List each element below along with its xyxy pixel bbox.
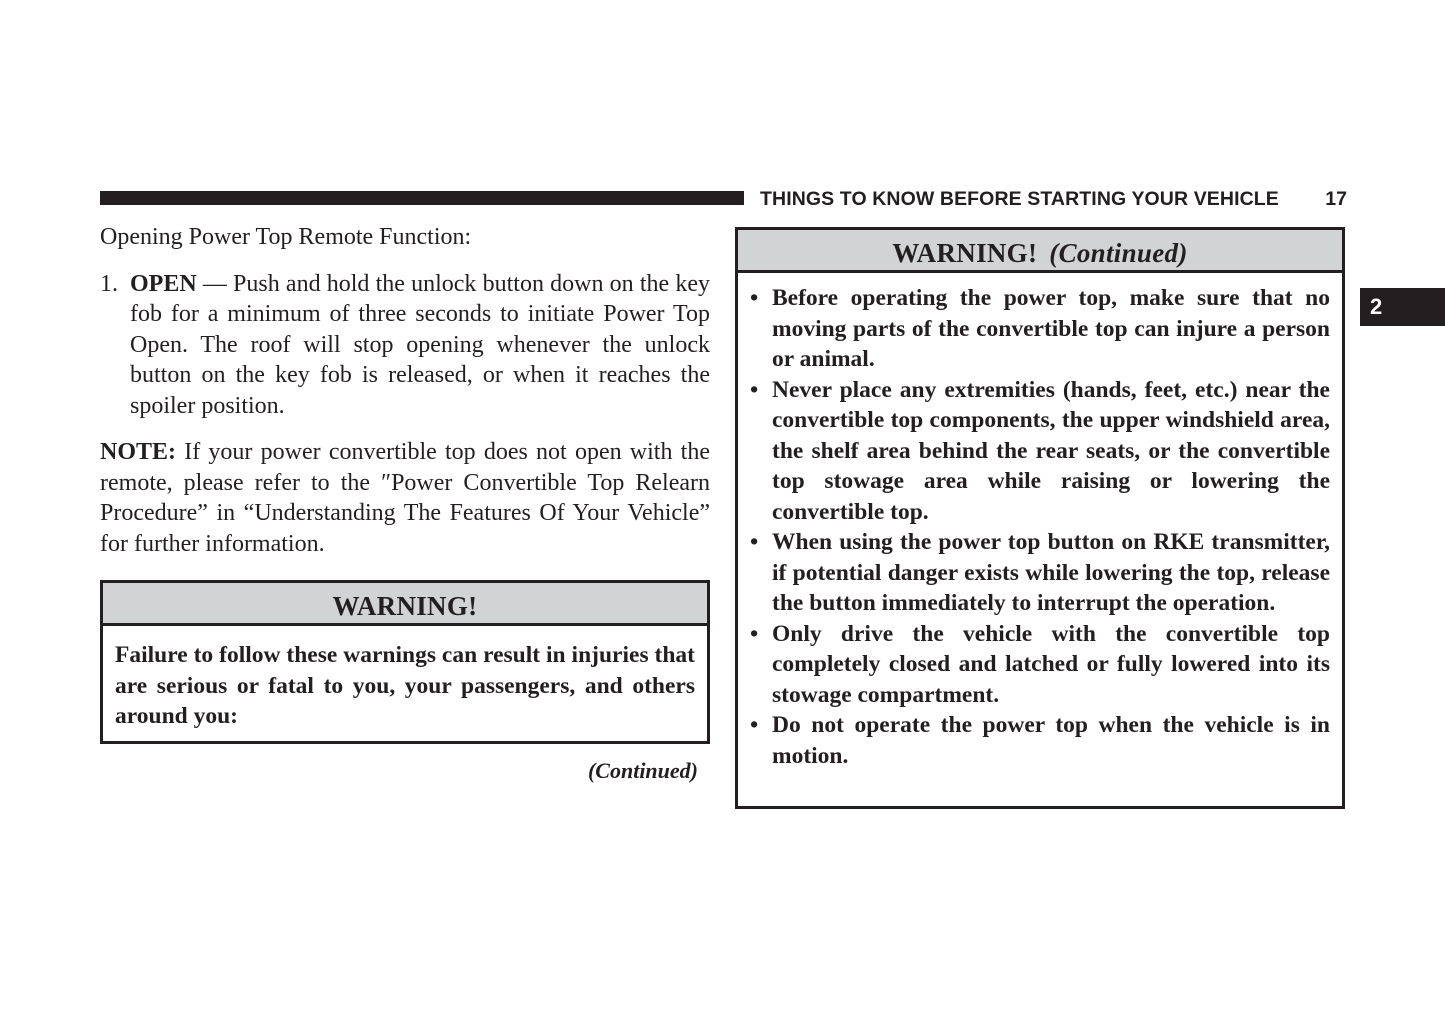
step-1 (100, 269, 710, 422)
warning-bullet-list (738, 273, 1342, 771)
left-column (100, 222, 710, 559)
list-item (750, 619, 1330, 711)
list-item-text: Only drive the vehicle with the convertible top completely closed and latched or fully lowered into its stowage compartment. (772, 620, 1330, 708)
warning-continued-suffix: (Continued) (1049, 238, 1188, 268)
page-number: 17 (1325, 188, 1347, 210)
bullet-icon: • (750, 376, 759, 403)
list-item-text: Before operating the power top, make sure that no moving parts of the convertible top can injure a person or animal. (772, 285, 1330, 372)
step-number: 1. (100, 270, 118, 297)
note-label: NOTE: (100, 439, 177, 465)
bullet-icon: • (750, 529, 759, 555)
header-rule (100, 191, 744, 205)
note-text: If your power convertible top does not open with the remote, please refer to the ″Power Convertible Top Relearn Procedure” in “Understanding The Features Of Your Vehicle” for further information. (100, 439, 710, 557)
list-item-text: Never place any extremities (hands, feet, etc.) near the convertible top components, the upper windshield area, the shelf area behind the rear seats, or the convertible top stowage area while raising or lowering the convertible top. (772, 376, 1330, 525)
note-paragraph (100, 437, 710, 559)
warning-body: Failure to follow these warnings can result in injuries that are serious or fatal to you, your passengers, and others around you: (115, 642, 695, 729)
step-text (130, 269, 710, 422)
warning-continued-box (735, 227, 1345, 809)
step-description: — Push and hold the unlock button down on the key fob for a minimum of three seconds to initiate Power Top Open. The roof will stop opening whenever the unlock button on the key fob is released, or when it reaches the spoiler position. (130, 270, 710, 419)
section-header-title: THINGS TO KNOW BEFORE STARTING YOUR VEHICLE (760, 188, 1279, 210)
warning-continued-title (738, 230, 1342, 273)
list-item (750, 527, 1330, 619)
list-item-text: When using the power top button on RKE transmitter, if potential danger exists while lowering the top, release the button immediately to interrupt the operation. (772, 529, 1330, 616)
intro-paragraph: Opening Power Top Remote Function: (100, 224, 472, 250)
list-item (750, 375, 1330, 528)
chapter-tab: 2 (1360, 288, 1445, 326)
list-item (750, 710, 1330, 771)
list-item (750, 283, 1330, 375)
warning-title: WARNING! (103, 583, 707, 626)
list-item-text: Do not operate the power top when the vehicle is in motion. (772, 712, 1330, 769)
bullet-icon: • (750, 712, 759, 738)
continued-label: (Continued) (587, 758, 698, 783)
bullet-icon: • (750, 285, 759, 311)
bullet-icon: • (750, 620, 759, 647)
warning-continued-heading: WARNING! (892, 238, 1038, 268)
step-keyword: OPEN (130, 270, 197, 297)
warning-box (100, 580, 710, 744)
